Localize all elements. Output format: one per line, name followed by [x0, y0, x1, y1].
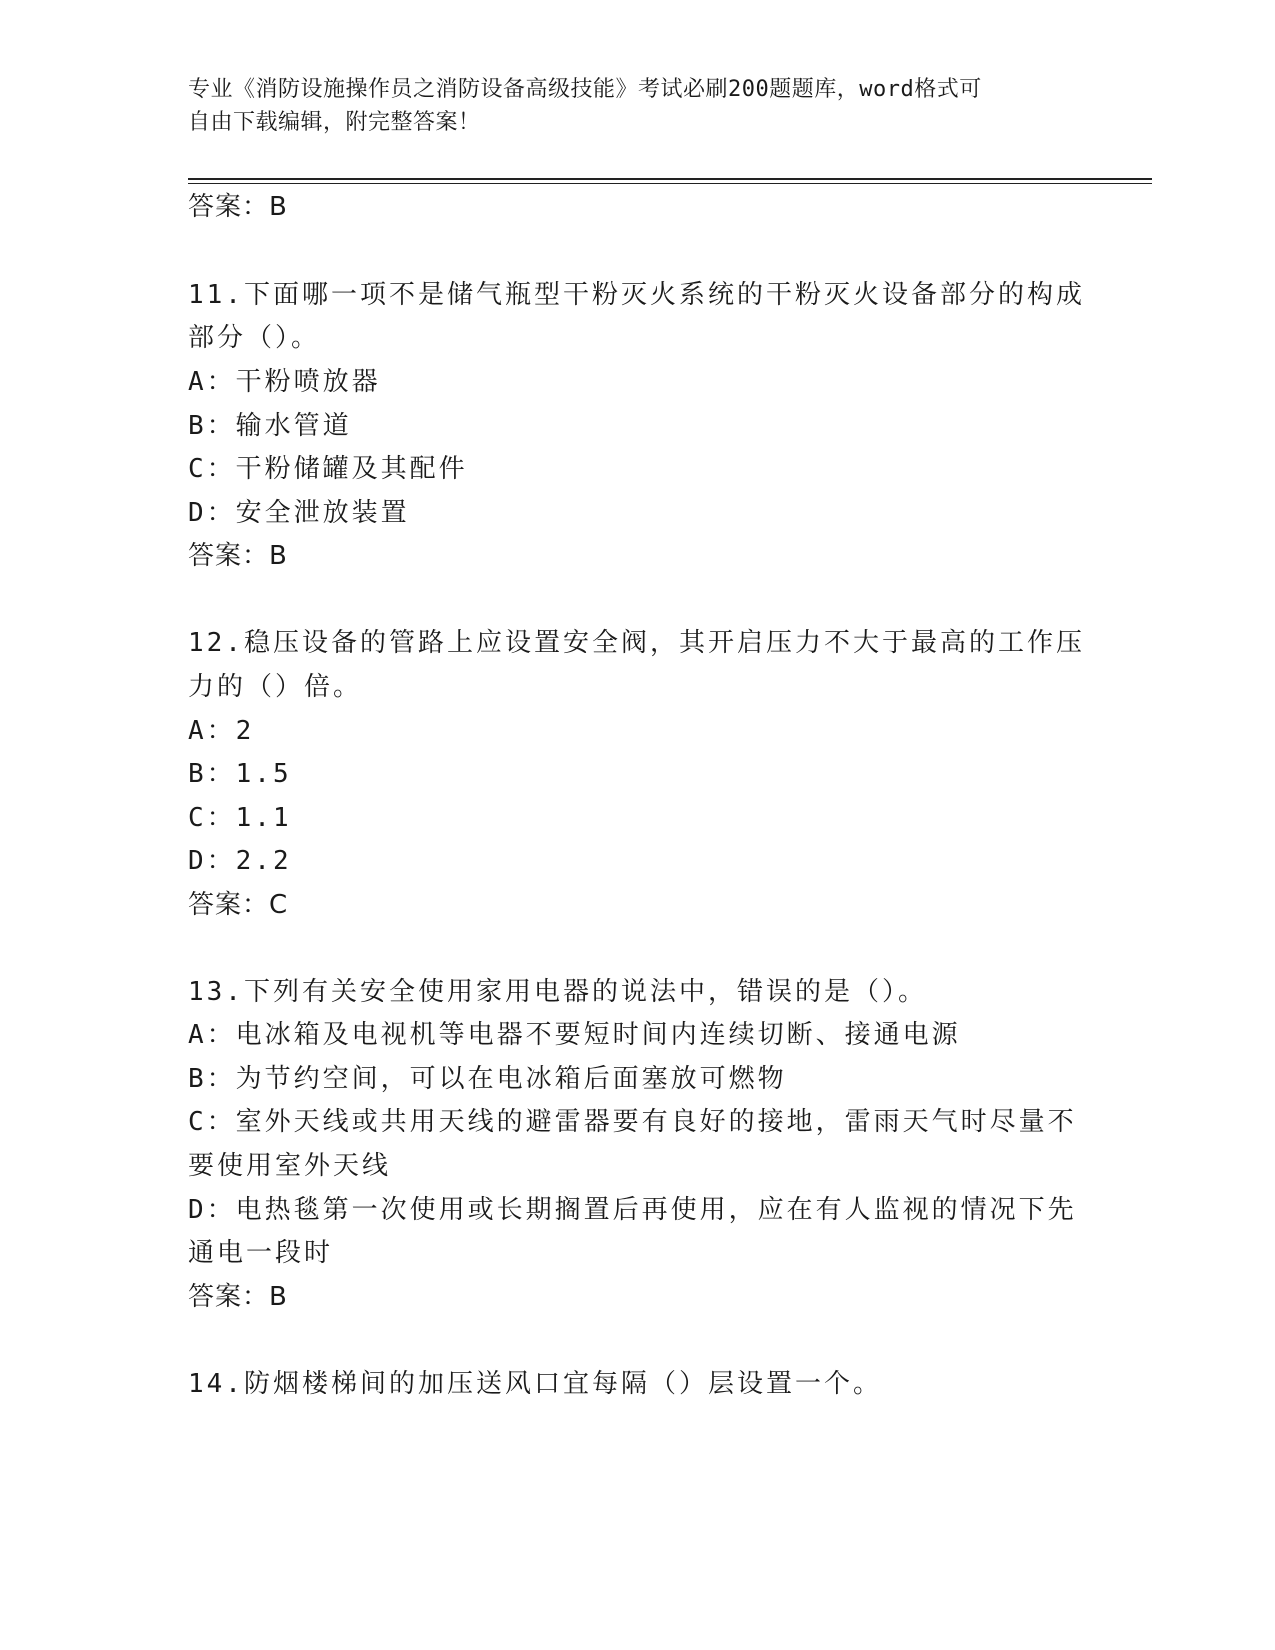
header-divider-thin	[188, 183, 1152, 184]
question-12-stem-line-2: 力的（）倍。	[188, 672, 363, 702]
question-12-option-b: B：1.5	[188, 759, 292, 789]
question-11-stem-line-2: 部分（）。	[188, 323, 321, 353]
question-11-stem-line-1: 11.下面哪一项不是储气瓶型干粉灭火系统的干粉灭火设备部分的构成	[188, 280, 1085, 310]
question-11-option-c: C：干粉储罐及其配件	[188, 454, 468, 484]
question-13-stem: 13.下列有关安全使用家用电器的说法中，错误的是（）。	[188, 977, 927, 1007]
answer-q11: 答案：B	[188, 541, 288, 571]
question-12-stem-line-1: 12.稳压设备的管路上应设置安全阀，其开启压力不大于最高的工作压	[188, 628, 1085, 658]
answer-q13: 答案：B	[188, 1282, 288, 1312]
question-12-option-d: D：2.2	[188, 846, 292, 876]
question-12-option-a: A：2	[188, 716, 255, 746]
document-header	[188, 73, 1068, 139]
header-line-2: 自由下载编辑，附完整答案！	[188, 110, 481, 135]
question-13-option-a: A：电冰箱及电视机等电器不要短时间内连续切断、接通电源	[188, 1020, 961, 1050]
question-13-option-d-line-1: D：电热毯第一次使用或长期搁置后再使用，应在有人监视的情况下先	[188, 1195, 1077, 1225]
question-11-option-b: B：输水管道	[188, 411, 352, 441]
question-11-option-a: A：干粉喷放器	[188, 367, 381, 397]
question-14-stem: 14.防烟楼梯间的加压送风口宜每隔（）层设置一个。	[188, 1369, 882, 1399]
question-13-option-c-line-1: C：室外天线或共用天线的避雷器要有良好的接地，雷雨天气时尽量不	[188, 1107, 1077, 1137]
question-13-option-c-line-2: 要使用室外天线	[188, 1151, 392, 1181]
header-divider-thick	[188, 178, 1152, 180]
question-12-option-c: C：1.1	[188, 803, 292, 833]
answer-q10: 答案：B	[188, 192, 288, 222]
answer-q12: 答案：C	[188, 890, 289, 920]
question-11-option-d: D：安全泄放装置	[188, 498, 410, 528]
question-13-option-d-line-2: 通电一段时	[188, 1238, 334, 1268]
header-line-1: 专业《消防设施操作员之消防设备高级技能》考试必刷200题题库，word格式可	[188, 77, 982, 102]
question-13-option-b: B：为节约空间，可以在电冰箱后面塞放可燃物	[188, 1064, 787, 1094]
